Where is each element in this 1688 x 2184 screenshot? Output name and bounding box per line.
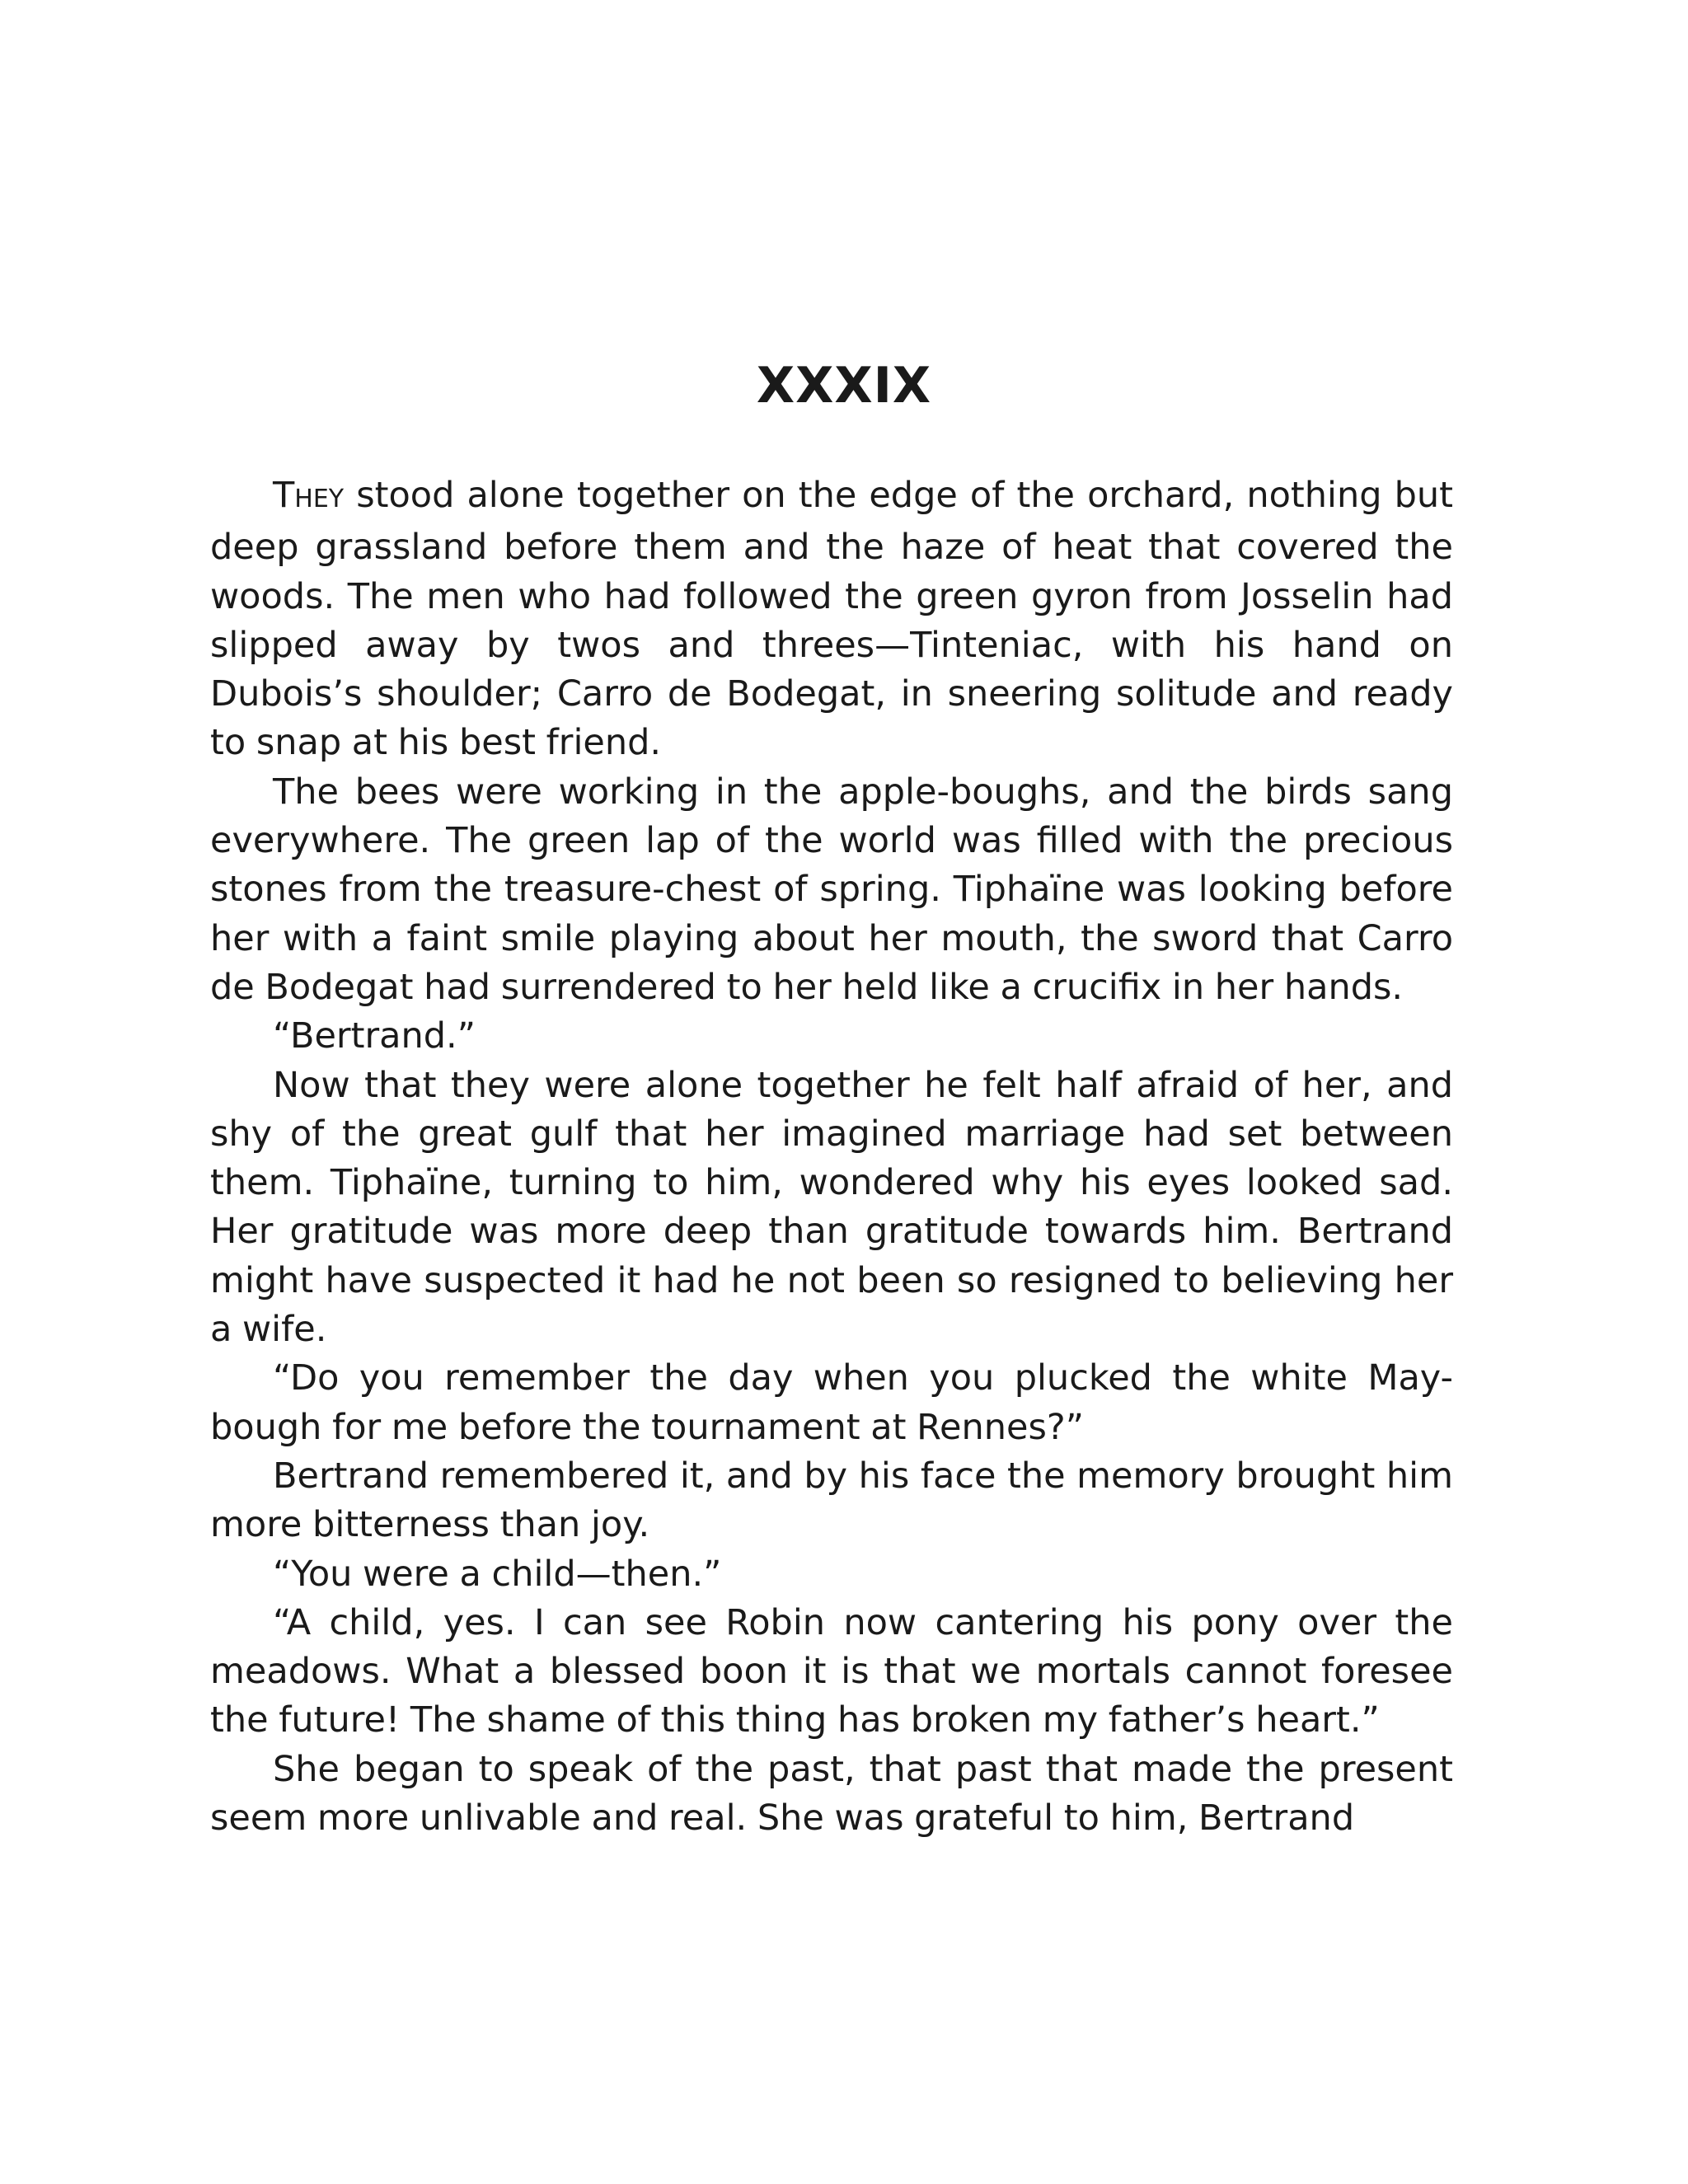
small-caps-word: HEY — [294, 485, 345, 513]
paragraph-1 — [210, 471, 1453, 768]
paragraph-text: stood alone together on the edge of the orchard, nothing but deep grassland before them and the haze of heat that covered the woods. The men who had followed the green gyron from Josselin had slipped away by twos and threes—Tinteniac, with his hand on Dubois’s shoulder; Carro de Bodegat, in sneering solitude and ready to snap at his best friend. — [210, 475, 1453, 764]
paragraph-6: Bertrand remembered it, and by his face the memory brought him more bitterness than joy. — [210, 1455, 1453, 1546]
paragraph-5: “Do you remember the day when you plucked the white May-bough for me before the tournament at Rennes?” — [210, 1357, 1453, 1448]
paragraph-7: “You were a child—then.” — [273, 1553, 722, 1595]
paragraph-2: The bees were working in the apple-boughs, and the birds sang everywhere. The green lap of the world was filled with the precious stones from the treasure-chest of spring. Tiphaïne was looking before her with a faint smile playing about her mouth, the sword that Carro de Bodegat had surrendered to her held like a crucifix in her hands. — [210, 771, 1453, 1008]
drop-letter: T — [273, 475, 295, 516]
chapter-body — [210, 471, 1453, 1843]
paragraph-3: “Bertrand.” — [273, 1015, 476, 1057]
paragraph-4: Now that they were alone together he felt half afraid of her, and shy of the great gulf that her imagined marriage had set between them. Tiphaïne, turning to him, wondered why his eyes looked sad. Her gratitude was more deep than gratitude towards him. Bertrand might have suspected it had he not been so resigned to believing her a wife. — [210, 1064, 1453, 1351]
chapter-title: XXXIX — [756, 357, 932, 415]
paragraph-8: “A child, yes. I can see Robin now cantering his pony over the meadows. What a blessed boon it is that we mortals cannot foresee the future! The shame of this thing has broken my father’s heart.” — [210, 1601, 1453, 1741]
paragraph-9: She began to speak of the past, that past that made the present seem more unlivable and real. She was grateful to him, Bertrand — [210, 1748, 1453, 1840]
